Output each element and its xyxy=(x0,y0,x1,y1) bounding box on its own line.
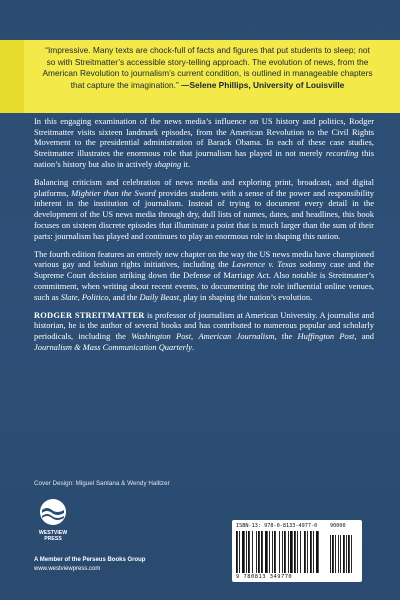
description-paragraph-2: Balancing criticism and celebration of news media and exploring print, broadcast, and digital platforms, Mightier than the Sword provides students with a sense of the power and responsibility inherent in the institution of journalism. Instead of trying to document every detail in the development of the US news media through dry, dull lists of names, dates, and headlines, this book focuses on sixteen discrete episodes that illuminate a point that is much larger than the sum of their parts: journalism has played and continues to play an enormous role in shaping this nation. xyxy=(34,177,374,241)
description-paragraph-1: In this engaging examination of the news media’s influence on US history and politics, Rodger Streitmatter visits sixteen landmark episodes, from the American Revolution to the Civil Rights Movement to the presidential administration of Barack Obama. In each of these case studies, Streitmatter illustrates the enormous role that journalism has played in not merely recording this nation’s history but also in actively shaping it. xyxy=(34,116,374,169)
author-name: RODGER STREITMATTER xyxy=(34,309,145,320)
publisher-website: www.westviewpress.com xyxy=(34,565,101,572)
barcode-bar xyxy=(236,531,238,573)
publisher-info xyxy=(34,556,145,573)
barcode-bar xyxy=(316,531,319,573)
barcode-addon-bar xyxy=(343,535,345,573)
barcode-addon-bar xyxy=(332,535,334,573)
barcode-bar xyxy=(294,531,296,573)
barcode-bar xyxy=(269,531,270,573)
barcode-bar xyxy=(310,531,312,573)
logo-text-westview: WESTVIEW xyxy=(38,530,68,536)
barcode-bar xyxy=(246,531,247,573)
barcode-addon-bar xyxy=(340,535,341,573)
barcode-bar xyxy=(279,531,280,573)
barcode-bar xyxy=(282,531,283,573)
barcode-bar xyxy=(307,531,308,573)
description xyxy=(34,116,374,360)
blurb-quote xyxy=(40,45,375,91)
barcode-bar xyxy=(300,531,301,573)
description-paragraph-3: The fourth edition features an entirely new chapter on the way the US news media have championed various gay and lesbian rights initiatives, including the Lawrence v. Texas sodomy case and the Supreme Court decision striking down the Defense of Marriage Act. Also notable is Streitmatter’s commitment, when writing about recent events, to documenting the role influential online venues, such as Slate, Politico, and the Daily Beast, play in shaping the nation’s evolution. xyxy=(34,248,374,302)
barcode-addon-bar xyxy=(346,535,347,573)
barcode-bar xyxy=(265,531,268,573)
barcode-bar xyxy=(256,531,257,573)
barcode-bar xyxy=(261,531,263,573)
barcode-addon-bar xyxy=(335,535,336,573)
barcode-bar xyxy=(288,531,289,573)
barcode-addon-bar xyxy=(351,535,352,573)
barcode-bar xyxy=(274,531,276,573)
blurb-attribution: —Selene Phillips, University of Louisville xyxy=(181,79,345,90)
book-title: Mightier than the Sword xyxy=(71,187,156,198)
barcode-bar xyxy=(313,531,314,573)
barcode-bar xyxy=(304,531,306,573)
barcode-bar xyxy=(239,531,240,573)
barcode-addon-bar xyxy=(330,535,331,573)
author-bio: RODGER STREITMATTER is professor of journalism at American University. A journalist and historian, he is the author of several books and has contributed to numerous popular and scholarly periodicals, including the Washington Post, American Journalism, the Huffington Post, and Journalism & Mass Communication Quarterly. xyxy=(34,309,375,352)
barcode-addon-bar xyxy=(338,535,339,573)
barcode-bar xyxy=(248,531,250,573)
westview-press-logo-icon xyxy=(36,497,70,545)
blurb-quote-text: “Impressive. Many texts are chock-full of facts and figures that put students to sleep; not so with Streitmatter’s accessible story-telling approach. The evolution of news, from the American Revolution to journalism’s current condition, is outlined in manageable chapters that capture the imagination.” xyxy=(42,45,373,90)
barcode-addon-bar xyxy=(348,535,350,573)
logo-text-press: PRESS xyxy=(44,536,62,542)
barcode-bar xyxy=(252,531,253,573)
isbn-label: ISBN-13: 978-0-8133-4977-0 xyxy=(236,523,318,529)
barcode-number: 9 780813 349770 xyxy=(236,574,293,580)
barcode-icon xyxy=(236,531,358,573)
member-line: A Member of the Perseus Books Group xyxy=(34,557,146,563)
barcode-bar xyxy=(258,531,260,573)
barcode-bar xyxy=(242,531,245,573)
barcode-bar xyxy=(290,531,293,573)
cover-design-credit: Cover Design: Miguel Santana & Wendy Halitzer xyxy=(34,480,170,487)
barcode-bar xyxy=(284,531,286,573)
barcode-bar xyxy=(297,531,298,573)
price-code: 90000 xyxy=(330,523,346,529)
barcode-bar xyxy=(272,531,273,573)
